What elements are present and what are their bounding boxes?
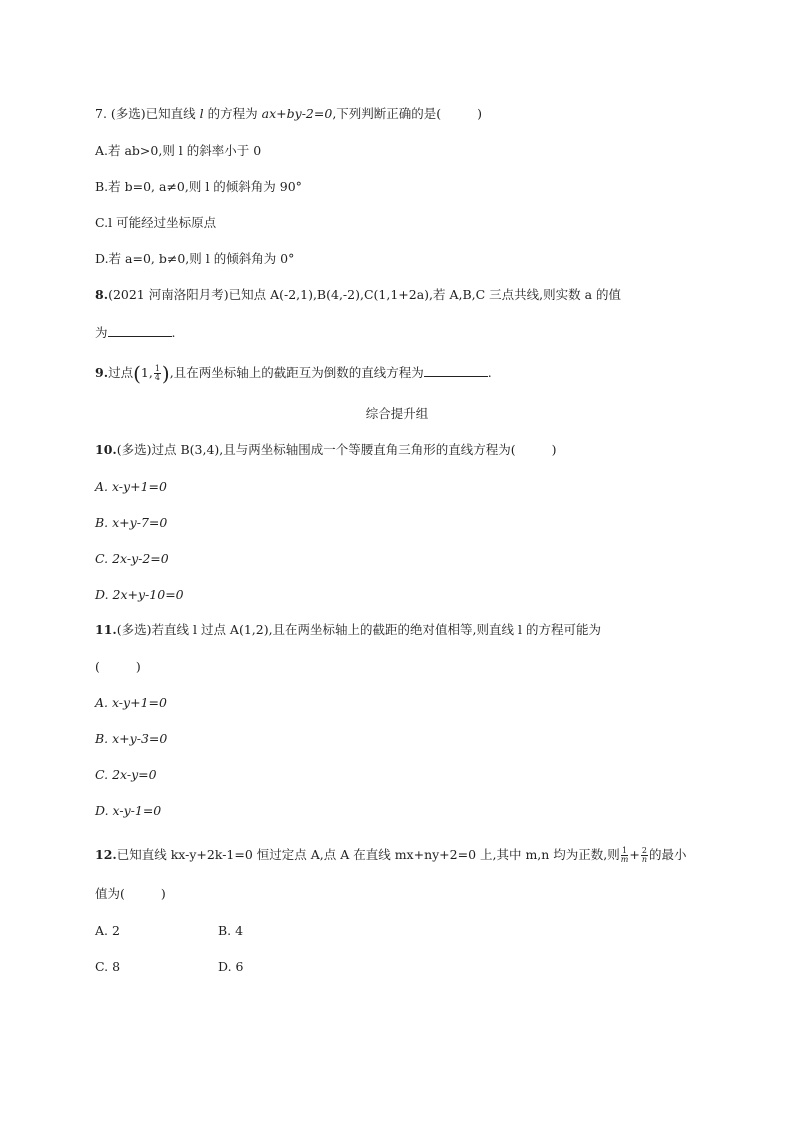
- q10-number: 10.: [95, 442, 117, 457]
- q7-option-a: A.若 ab>0,则 l 的斜率小于 0: [95, 143, 262, 158]
- q10-option-c: C. 2x-y-2=0: [95, 551, 169, 566]
- q9-point-x: 1,: [140, 365, 153, 380]
- q10-stem: [95, 442, 557, 458]
- q12-text-end: 的最小: [648, 847, 687, 862]
- q7-option-d: D.若 a=0, b≠0,则 l 的倾斜角为 0°: [95, 251, 295, 266]
- q10-option-d: D. 2x+y-10=0: [95, 587, 184, 602]
- q12-option-a: A. 2: [95, 923, 120, 938]
- q12-line2-close: ): [160, 886, 166, 901]
- q9-stem: 9.过点(1, $\frac{1}{4}$ ),且在两坐标轴上的截距互为倒数的直线方程为 .: [95, 361, 492, 386]
- q8-line2-prefix: 为: [95, 325, 108, 340]
- q11-text: (多选)若直线 l 过点 A(1,2),且在两坐标轴上的截距的绝对值相等,则直线 l 的方程可能为: [116, 622, 601, 637]
- q11-paren-close: ): [135, 659, 141, 674]
- q12-options-row-1: [95, 923, 120, 939]
- q7-suffix: ,下列判断正确的是(: [332, 106, 442, 121]
- q11-number: 11.: [95, 622, 117, 637]
- q10-option-b: B. x+y-7=0: [95, 515, 168, 530]
- q12-number: 12.: [95, 847, 117, 862]
- q9-end: .: [487, 365, 492, 380]
- q11-option-a: A. x-y+1=0: [95, 695, 167, 710]
- q7-mid: 的方程为: [207, 106, 258, 121]
- q12-option-b: B. 4: [218, 923, 244, 938]
- q8-line2: [95, 325, 176, 341]
- q10-option-a: A. x-y+1=0: [95, 479, 167, 494]
- q7-number: 7.: [95, 106, 107, 121]
- q7-stem: [95, 106, 482, 122]
- q12-fraction-2: $\frac{2}{n}$: [641, 846, 647, 864]
- q12-option-d: D. 6: [218, 959, 244, 974]
- q9-suffix: ,且在两坐标轴上的截距互为倒数的直线方程为: [169, 365, 424, 380]
- q7-equation: ax+by-2=0: [261, 106, 333, 121]
- q8-line1: (2021 河南洛阳月考)已知点 A(-2,1),B(4,-2),C(1,1+2a),若 A,B,C 三点共线,则实数 a 的值: [108, 287, 622, 302]
- q10-close: ): [551, 442, 557, 457]
- q11-option-d: D. x-y-1=0: [95, 803, 162, 818]
- q9-fraction: $\frac{1}{4}$: [154, 364, 160, 382]
- q8-answer-blank[interactable]: [108, 325, 172, 337]
- q7-option-b: B.若 b=0, a≠0,则 l 的倾斜角为 90°: [95, 179, 302, 194]
- q8-line2-suffix: .: [171, 325, 176, 340]
- q9-number: 9.: [95, 365, 109, 380]
- q12-line2-text: 值为(: [95, 886, 125, 901]
- q12-plus: +: [629, 847, 640, 862]
- q9-prefix: 过点: [108, 365, 134, 380]
- q10-text: (多选)过点 B(3,4),且与两坐标轴围成一个等腰直角三角形的直线方程为(: [116, 442, 516, 457]
- q7-prefix: (多选)已知直线: [110, 106, 196, 121]
- q11-stem: [95, 622, 601, 638]
- q12-line2: [95, 886, 166, 902]
- q11-option-c: C. 2x-y=0: [95, 767, 157, 782]
- q12-stem: [95, 847, 686, 864]
- q12-options-row-2: [95, 959, 120, 975]
- q12-option-c: C. 8: [95, 959, 121, 974]
- q9-answer-blank[interactable]: [424, 365, 488, 377]
- q7-close: ): [477, 106, 483, 121]
- q7-option-c: C.l 可能经过坐标原点: [95, 215, 217, 230]
- section-title: 综合提升组: [365, 406, 429, 421]
- q8-stem: [95, 287, 621, 303]
- q7-line-l: l: [199, 106, 204, 121]
- q12-text: 已知直线 kx-y+2k-1=0 恒过定点 A,点 A 在直线 mx+ny+2=0 上,其中 m,n 均为正数,则: [116, 847, 620, 862]
- q11-option-b: B. x+y-3=0: [95, 731, 168, 746]
- q12-fraction-1: $\frac{1}{m}$: [620, 846, 629, 864]
- q8-number: 8.: [95, 287, 109, 302]
- q11-paren: [95, 659, 141, 675]
- q11-paren-open: (: [95, 659, 100, 674]
